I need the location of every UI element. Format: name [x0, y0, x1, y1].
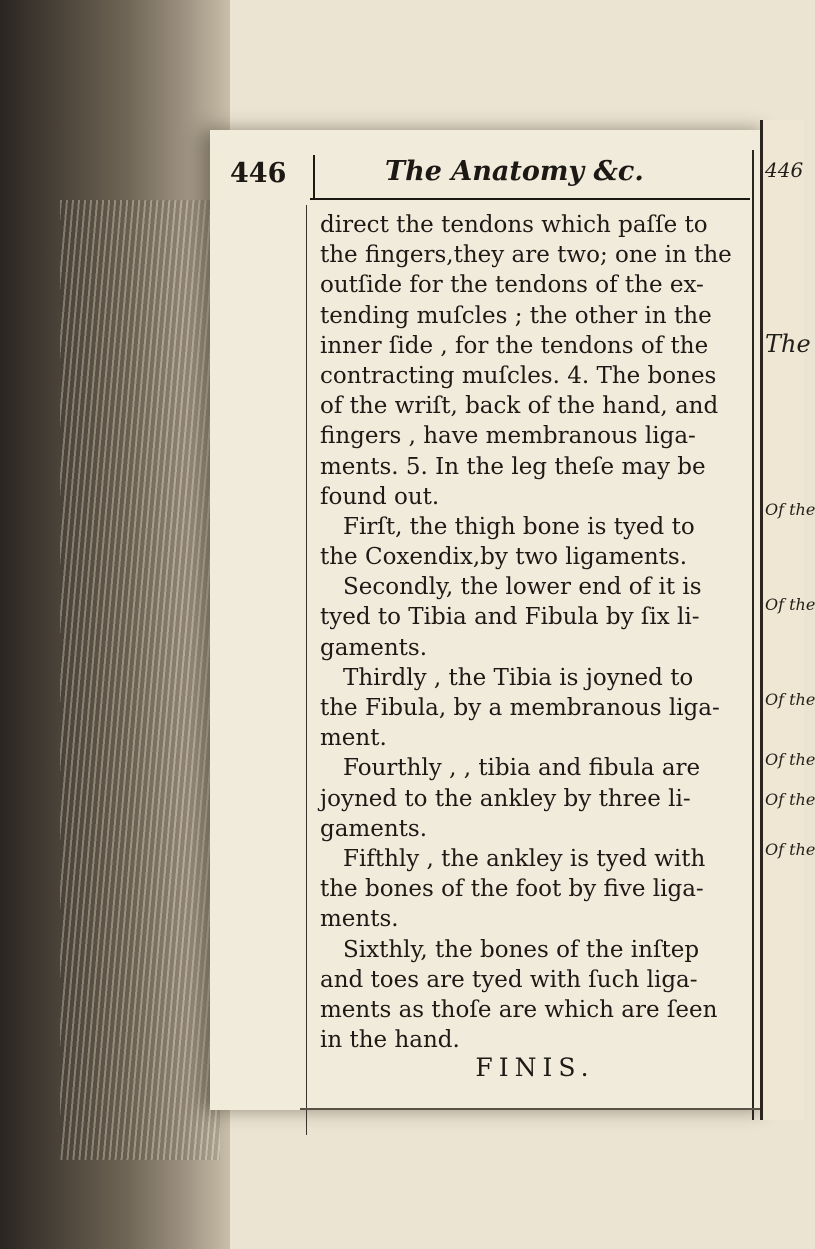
text-line: direct the tendons which paſſe to [320, 212, 708, 238]
text-line: ments. 5. In the leg theſe may be [320, 453, 706, 480]
text-border-left [306, 205, 307, 1135]
text-line: gaments. [320, 815, 428, 842]
margin-fragment: Of the [765, 595, 815, 614]
text-line: gaments. [320, 634, 428, 661]
text-line: tyed to Tibia and Fibula by ſix li- [320, 604, 700, 631]
margin-fragment: 446 [765, 158, 804, 182]
text-line: contracting muſcles. 4. The bones [320, 362, 717, 389]
margin-fragment: Of the [765, 840, 815, 859]
running-head [230, 150, 750, 200]
text-line: the fingers,they are two; one in the [320, 242, 732, 269]
text-line: tending muſcles ; the other in the [320, 302, 712, 329]
text-line: and toes are tyed with ſuch liga- [320, 966, 698, 993]
text-line: joyned to the ankley by three li- [320, 785, 691, 812]
finis: FINIS. [475, 1053, 595, 1082]
head-rule-horizontal [310, 198, 750, 200]
text-line: outſide for the tendons of the ex- [320, 272, 704, 299]
text-line: Fourthly , , tibia and fibula are [343, 755, 701, 782]
margin-fragment: The [765, 330, 811, 358]
running-title: The Anatomy &c. [385, 156, 644, 187]
text-line: Sixthly, the bones of the inſtep [343, 936, 700, 963]
text-line: in the hand. [320, 1027, 460, 1054]
margin-fragment: Of the [765, 690, 815, 709]
text-line: Firſt, the thigh bone is tyed to [343, 513, 695, 540]
facing-page-edge [760, 120, 804, 1120]
text-line: ments as thoſe are which are ſeen [320, 996, 718, 1023]
text-line: Secondly, the lower end of it is [343, 574, 702, 601]
text-line: fingers , have membranous liga- [320, 423, 696, 450]
text-border-right [752, 150, 754, 1120]
text-line: the Coxendix,by two ligaments. [320, 544, 688, 571]
body-text [320, 210, 750, 1055]
text-line: of the wriſt, back of the hand, and [320, 393, 719, 420]
margin-fragment: Of the [765, 500, 815, 519]
page-number: 446 [230, 158, 287, 189]
text-line: Thirdly , the Tibia is joyned to [343, 664, 694, 691]
margin-fragment: Of the [765, 750, 815, 769]
margin-fragment: Of the [765, 790, 815, 809]
page-edges [60, 200, 220, 1160]
text-line: inner ſide , for the tendons of the [320, 332, 709, 359]
text-line: found out. [320, 483, 440, 510]
bottom-rule [300, 1108, 760, 1110]
text-line: the Fibula, by a membranous liga- [320, 695, 720, 721]
text-line: ment. [320, 725, 387, 752]
text-line: Fifthly , the ankley is tyed with [343, 845, 706, 872]
head-rule-vertical [313, 155, 315, 200]
text-line: ments. [320, 906, 399, 933]
text-line: the bones of the foot by five liga- [320, 876, 704, 903]
